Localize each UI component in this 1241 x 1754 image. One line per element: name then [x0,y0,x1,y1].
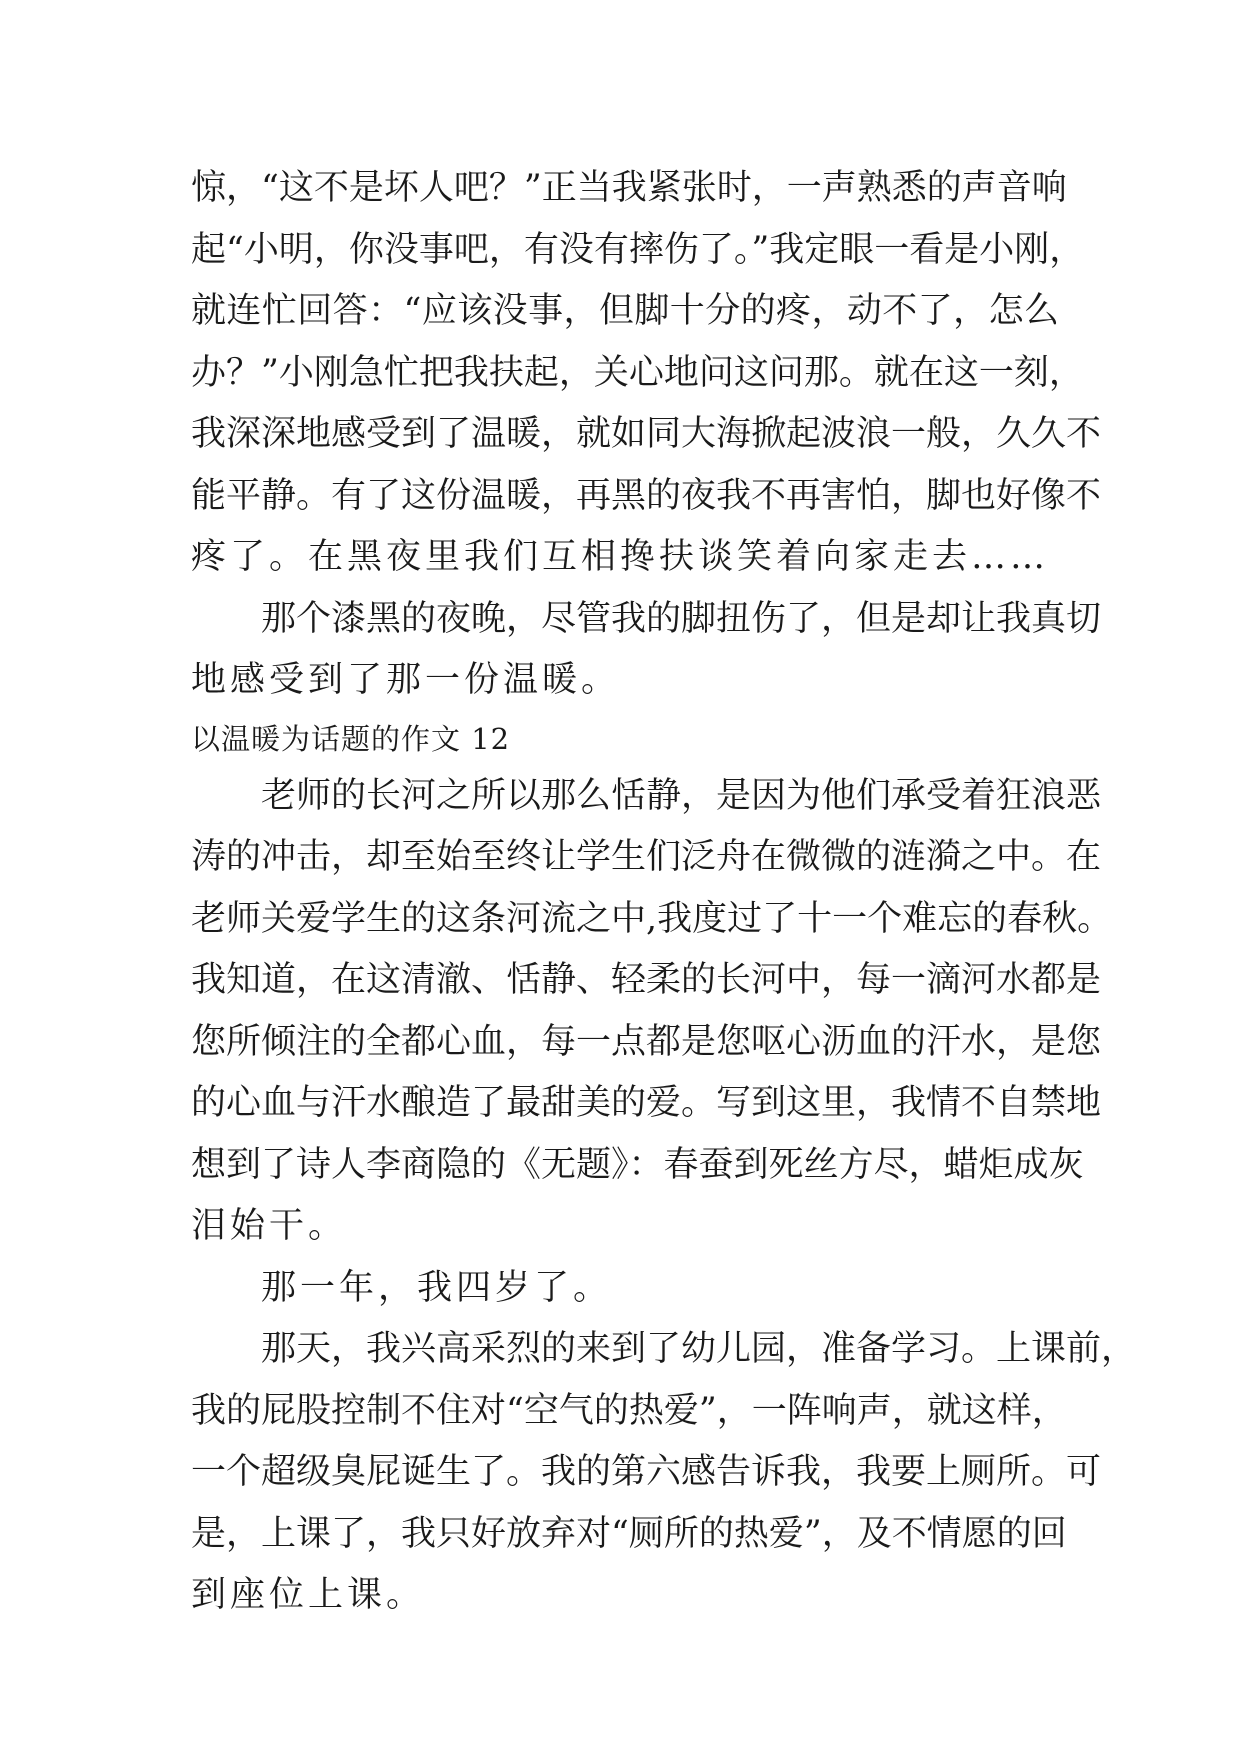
document-body [191,158,1137,1627]
paragraph-first-line: 那个漆黑的夜晚，尽管我的脚扭伤了，但是却让我真切 [261,598,1102,639]
text-line: 老师关爱学生的这条河流之中,我度过了十一个难忘的春秋。 [191,898,1113,939]
text-line: 能平静。有了这份温暖，再黑的夜我不再害怕，脚也好像不 [191,475,1102,516]
text-line: 疼了。在黑夜里我们互相搀扶谈笑着向家走去…… [191,537,1050,577]
text-line: 一个超级臭屁诞生了。我的第六感告诉我，我要上厕所。可 [191,1452,1102,1492]
text-line: 惊，“这不是坏人吧？”正当我紧张时，一声熟悉的声音响 [191,168,1067,208]
text-line: 想到了诗人李商隐的《无题》：春蚕到死丝方尽，蜡炬成灰 [191,1144,1084,1185]
text-line: 我深深地感受到了温暖，就如同大海掀起波浪一般，久久不 [191,414,1102,454]
text-line: 我知道，在这清澈、恬静、轻柔的长河中，每一滴河水都是 [191,960,1102,1000]
text-line: 涛的冲击，却至始至终让学生们泛舟在微微的涟漪之中。在 [191,837,1102,877]
text-line: 您所倾注的全都心血，每一点都是您呕心沥血的汗水，是您 [191,1021,1102,1062]
text-line: 地感受到了那一份温暖。 [191,660,621,700]
text-line: 我的屁股控制不住对“空气的热爱”，一阵响声，就这样， [191,1390,1067,1431]
paragraph-first-line: 那一年，我四岁了。 [261,1267,613,1308]
text-line: 就连忙回答：“应该没事，但脚十分的疼，动不了，怎么 [191,291,1059,331]
text-line: 泪始干。 [191,1206,348,1246]
text-line: 的心血与汗水酿造了最甜美的爱。写到这里，我情不自禁地 [191,1083,1102,1123]
text-line: 起“小明，你没事吧，有没有摔伤了。”我定眼一看是小刚， [191,229,1085,270]
section-heading: 以温暖为话题的作文 12 [191,721,511,756]
text-line: 办？”小刚急忙把我扶起，关心地问这问那。就在这一刻， [191,352,1084,393]
paragraph-first-line: 那天，我兴高采烈的来到了幼儿园，准备学习。上课前， [261,1329,1137,1369]
text-line: 到座位上课。 [191,1575,426,1615]
text-line: 是，上课了，我只好放弃对“厕所的热爱”，及不情愿的回 [191,1513,1067,1554]
paragraph-first-line: 老师的长河之所以那么恬静，是因为他们承受着狂浪恶 [261,775,1102,816]
